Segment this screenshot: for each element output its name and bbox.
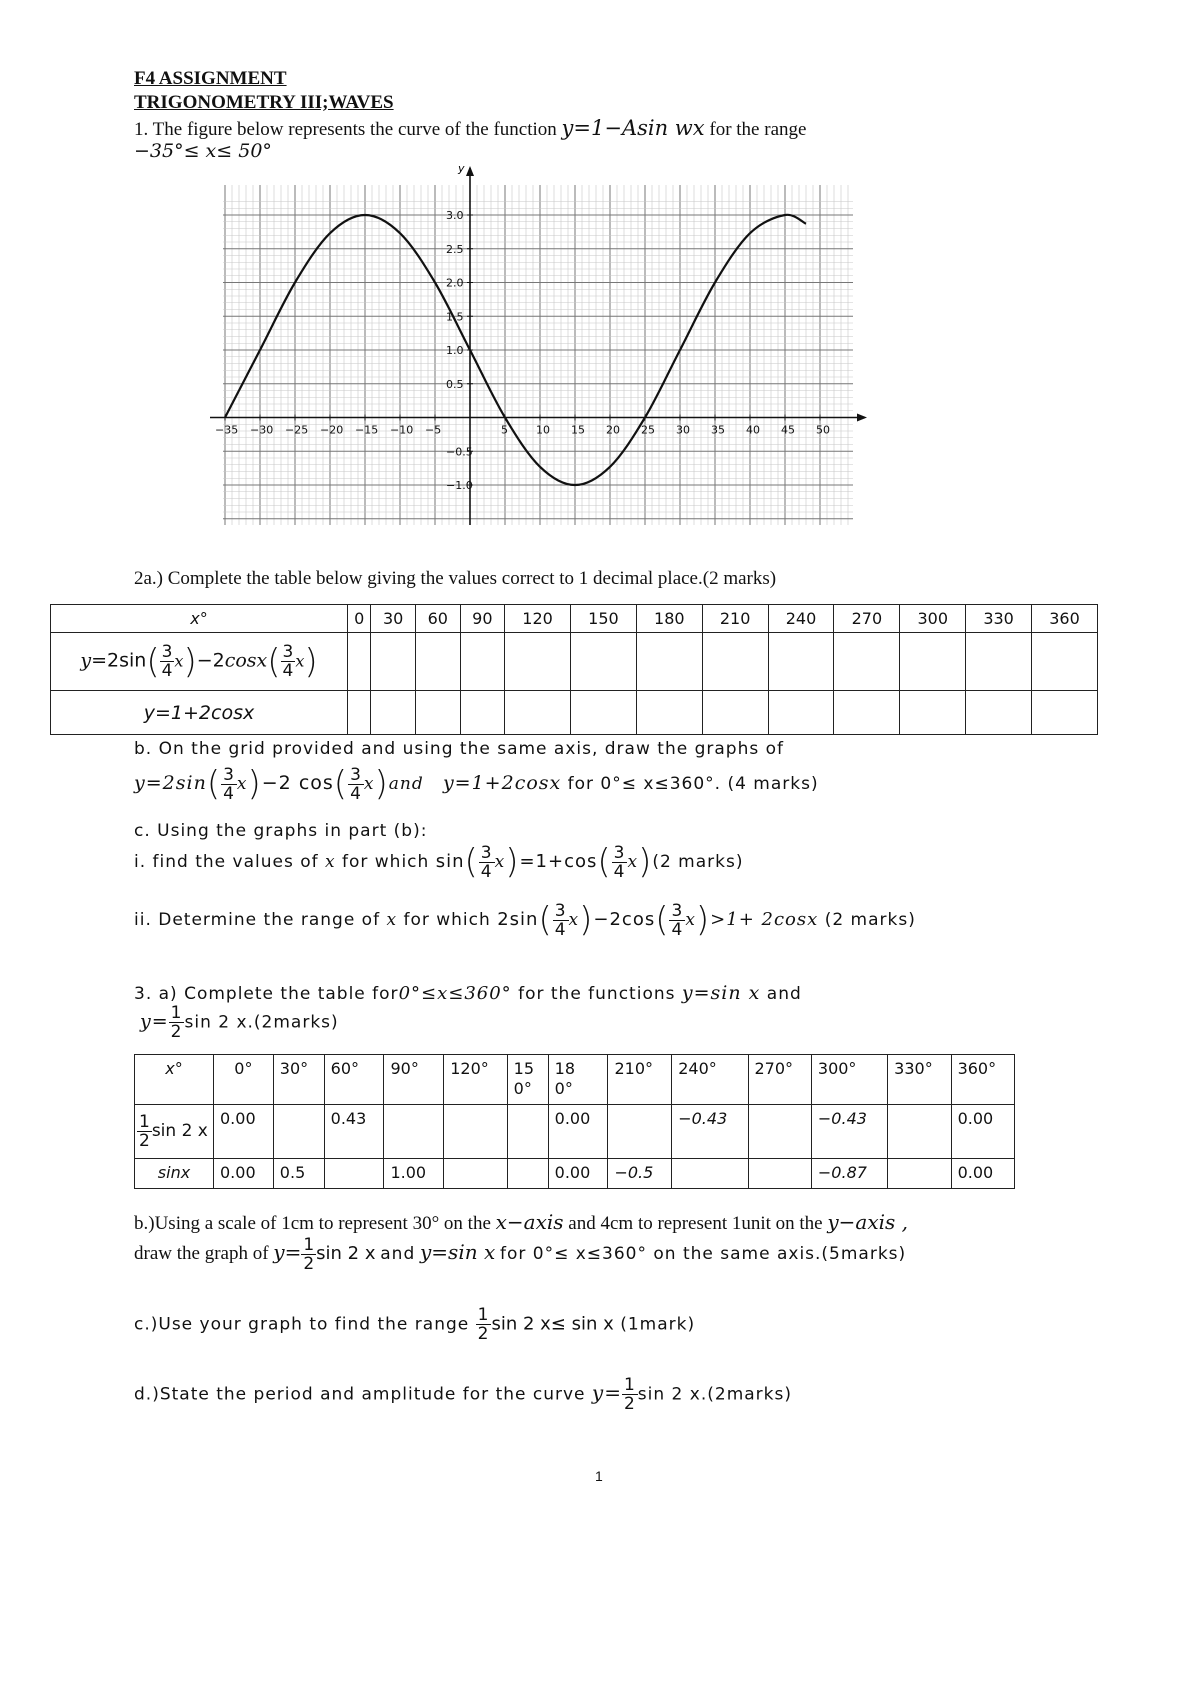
table-q3-cell: 1.00 (384, 1159, 444, 1189)
y-tick-label: 3.0 (446, 209, 464, 222)
table-q3-cell[interactable] (608, 1105, 672, 1159)
table-q3-cell: −0.5 (608, 1159, 672, 1189)
table-q2-cell[interactable] (900, 633, 966, 691)
q3a-text: 3. a) Complete the table for0°≤x≤360° for the functions y=sin x and (134, 982, 802, 1004)
table-q2-x: 120 (505, 605, 571, 633)
table-q2-cell[interactable] (702, 633, 768, 691)
table-q3-cell[interactable] (273, 1105, 324, 1159)
table-q2-x: 360 (1032, 605, 1098, 633)
table-q2-x: 180 (636, 605, 702, 633)
q1-range-prefix: for the range (709, 119, 807, 140)
x-tick-label: 20 (606, 423, 620, 437)
table-q2-cell[interactable] (966, 691, 1032, 735)
q2a-instruction: 2a.) Complete the table below giving the values correct to 1 decimal place.(2 marks) (134, 568, 777, 589)
q1-range: −35°≤ x≤ 50° (134, 140, 272, 162)
table-q3-header: 90° (384, 1055, 444, 1105)
x-tick-label: −15 (355, 423, 379, 437)
table-q3-cell: 0.43 (324, 1105, 384, 1159)
x-tick-label: 10 (536, 423, 550, 437)
q3c: c.)Use your graph to find the range $\frac{1}{2}$ sin 2 x≤ sin x (1mark) (134, 1305, 696, 1344)
table-q3-header-row (135, 1055, 1015, 1105)
table-q3-header: 270° (748, 1055, 811, 1105)
q2c-text: c. Using the graphs in part (b): (134, 821, 428, 841)
table-q2-x: 270 (834, 605, 900, 633)
x-tick-label: 45 (781, 423, 795, 437)
table-q3-row-2 (135, 1159, 1015, 1189)
table-q3-header: 60° (324, 1055, 384, 1105)
table-q3-cell[interactable] (748, 1105, 811, 1159)
table-q3 (134, 1054, 1015, 1189)
y-tick-label: −1.0 (446, 479, 473, 492)
table-q3-cell[interactable] (324, 1159, 384, 1189)
table-q2-x: 240 (768, 605, 834, 633)
table-q3-header: 240° (672, 1055, 748, 1105)
q1-function: y=1−Asin wx (561, 116, 705, 140)
table-q2-row2-label: y=1+2cosx (51, 691, 348, 735)
x-tick-label: 40 (746, 423, 760, 437)
page-number: 1 (595, 1468, 603, 1484)
table-q2-cell[interactable] (966, 633, 1032, 691)
table-q3-header: 300° (811, 1055, 887, 1105)
q3d: d.)State the period and amplitude for the curve y= $\frac{1}{2}$ sin 2 x.(2marks) (134, 1375, 792, 1414)
table-q2-cell[interactable] (571, 691, 637, 735)
table-q2-cell[interactable] (1032, 633, 1098, 691)
table-q3-header: 15 0° (507, 1055, 548, 1105)
q3b-line-1: b.)Using a scale of 1cm to represent 30° on the x−axis and 4cm to represent 1unit on the y−axis , (134, 1210, 909, 1234)
table-q3-cell[interactable] (507, 1105, 548, 1159)
sine-curve-graph (205, 160, 870, 530)
table-q2-x: 0 (348, 605, 371, 633)
table-q2-cell[interactable] (460, 691, 505, 735)
table-q3-cell[interactable] (672, 1159, 748, 1189)
topic-title: TRIGONOMETRY III;WAVES (134, 92, 394, 113)
table-q2-cell[interactable] (505, 691, 571, 735)
table-q2-x: 210 (702, 605, 768, 633)
table-q2-row1-label: y=2sin( $\frac{3}{4}$ x)−2cosx( $\frac{3}{4}$ x) (51, 633, 348, 691)
table-q3-cell: 0.00 (548, 1159, 608, 1189)
graph-grid (223, 185, 853, 525)
y-tick-label: 2.0 (446, 276, 464, 290)
table-q3-cell: −0.43 (672, 1105, 748, 1159)
x-tick-label: −25 (285, 423, 309, 437)
table-q3-header: 210° (608, 1055, 672, 1105)
table-q2-cell[interactable] (415, 691, 460, 735)
table-q3-cell: 0.00 (214, 1159, 274, 1189)
x-tick-label: 15 (571, 423, 585, 437)
table-q3-cell: 0.00 (951, 1105, 1014, 1159)
table-q3-cell: 0.5 (273, 1159, 324, 1189)
table-q3-header: x° (135, 1055, 214, 1105)
table-q2-x: 330 (966, 605, 1032, 633)
y-axis-arrow (466, 166, 474, 176)
table-q2-cell[interactable] (371, 691, 416, 735)
q2c-i: i. find the values of x for which sin( $\frac{3}{4}$ x)=1+cos( $\frac{3}{4}$ x)(2 marks) (134, 842, 744, 882)
x-tick-label: −10 (390, 423, 414, 437)
q2c-ii: ii. Determine the range of x for which 2sin( $\frac{3}{4}$ x)−2cos( $\frac{3}{4}$ x)>1+ 2cosx (2 marks) (134, 900, 916, 940)
x-tick-label: −35 (215, 423, 239, 437)
table-q2-cell[interactable] (636, 691, 702, 735)
x-tick-label: −5 (425, 423, 442, 437)
table-q2-x: 90 (460, 605, 505, 633)
q3b-line-2: draw the graph of y= $\frac{1}{2}$ sin 2 x and y=sin x for 0°≤ x≤360° on the same axis.(5marks) (134, 1235, 907, 1274)
x-tick-label: 5 (501, 423, 508, 437)
table-q3-cell: 0.00 (214, 1105, 274, 1159)
x-axis-arrow (857, 414, 867, 422)
q2b-formula: y=2sin( $\frac{3}{4}$ x)−2 cos( $\frac{3}{4}$ x)and y=1+2cosx for 0°≤ x≤360°. (4 marks) (134, 764, 819, 804)
assignment-title: F4 ASSIGNMENT (134, 68, 287, 89)
x-tick-label: 25 (641, 423, 655, 437)
question-1 (134, 116, 806, 141)
table-q2-cell[interactable] (834, 691, 900, 735)
table-q2-cell[interactable] (571, 633, 637, 691)
y-tick-label: 0.5 (446, 377, 464, 391)
table-q2-cell[interactable] (348, 691, 371, 735)
q2b-text: b. On the grid provided and using the same axis, draw the graphs of (134, 739, 784, 759)
table-q2-x: 30 (371, 605, 416, 633)
x-tick-label: −20 (320, 423, 344, 437)
table-q3-cell[interactable] (507, 1159, 548, 1189)
table-q3-cell[interactable] (888, 1105, 951, 1159)
table-q3-header: 330° (888, 1055, 951, 1105)
table-q3-cell: −0.87 (811, 1159, 887, 1189)
y-tick-label: 1.0 (446, 344, 464, 357)
table-q2-x: 60 (415, 605, 460, 633)
table-q2-cell[interactable] (768, 691, 834, 735)
table-q2 (50, 604, 1098, 735)
table-q3-cell: 0.00 (951, 1159, 1014, 1189)
table-q3-cell: 0.00 (548, 1105, 608, 1159)
table-q2-cell[interactable] (415, 633, 460, 691)
x-tick-labels (215, 424, 830, 437)
x-tick-label: 50 (816, 423, 830, 437)
table-q3-row1-label: $\frac{1}{2}$ sin 2 x (135, 1105, 214, 1159)
table-q2-x: 300 (900, 605, 966, 633)
table-q2-cell[interactable] (702, 691, 768, 735)
table-q3-cell[interactable] (444, 1105, 507, 1159)
table-q2-cell[interactable] (1032, 691, 1098, 735)
table-q2-cell[interactable] (636, 633, 702, 691)
table-q2-cell[interactable] (900, 691, 966, 735)
table-q3-cell[interactable] (888, 1159, 951, 1189)
table-q3-row-1 (135, 1105, 1015, 1159)
table-q3-header: 30° (273, 1055, 324, 1105)
y-axis-label: y (458, 162, 465, 175)
table-q2-x: 150 (571, 605, 637, 633)
x-tick-label: −30 (250, 423, 274, 437)
table-q2-cell[interactable] (348, 633, 371, 691)
y-tick-label: 2.5 (446, 242, 464, 256)
table-q2-cell[interactable] (834, 633, 900, 691)
table-q3-row2-label: sinx (135, 1159, 214, 1189)
y-tick-label: −0.5 (446, 445, 473, 459)
table-q3-header: 120° (444, 1055, 507, 1105)
x-tick-label: 30 (676, 423, 690, 437)
table-q3-cell[interactable] (384, 1105, 444, 1159)
table-q2-cell[interactable] (505, 633, 571, 691)
table-q2-row-2 (51, 691, 1098, 735)
q3a-function-2: y= $\frac{1}{2}$ sin 2 x.(2marks) (140, 1003, 339, 1042)
table-q2-cell[interactable] (460, 633, 505, 691)
table-q2-header-row (51, 605, 1098, 633)
x-tick-label: 35 (711, 423, 725, 437)
table-q3-cell: −0.43 (811, 1105, 887, 1159)
q1-text: 1. The figure below represents the curve of the function (134, 119, 557, 140)
table-q2-header-label: x° (51, 605, 348, 633)
table-q3-cell[interactable] (748, 1159, 811, 1189)
y-tick-label: 1.5 (446, 310, 464, 324)
table-q2-row-1 (51, 633, 1098, 691)
table-q2-cell[interactable] (768, 633, 834, 691)
table-q3-header: 360° (951, 1055, 1014, 1105)
table-q2-cell[interactable] (371, 633, 416, 691)
table-q3-header: 0° (214, 1055, 274, 1105)
table-q3-header: 18 0° (548, 1055, 608, 1105)
table-q3-cell[interactable] (444, 1159, 507, 1189)
